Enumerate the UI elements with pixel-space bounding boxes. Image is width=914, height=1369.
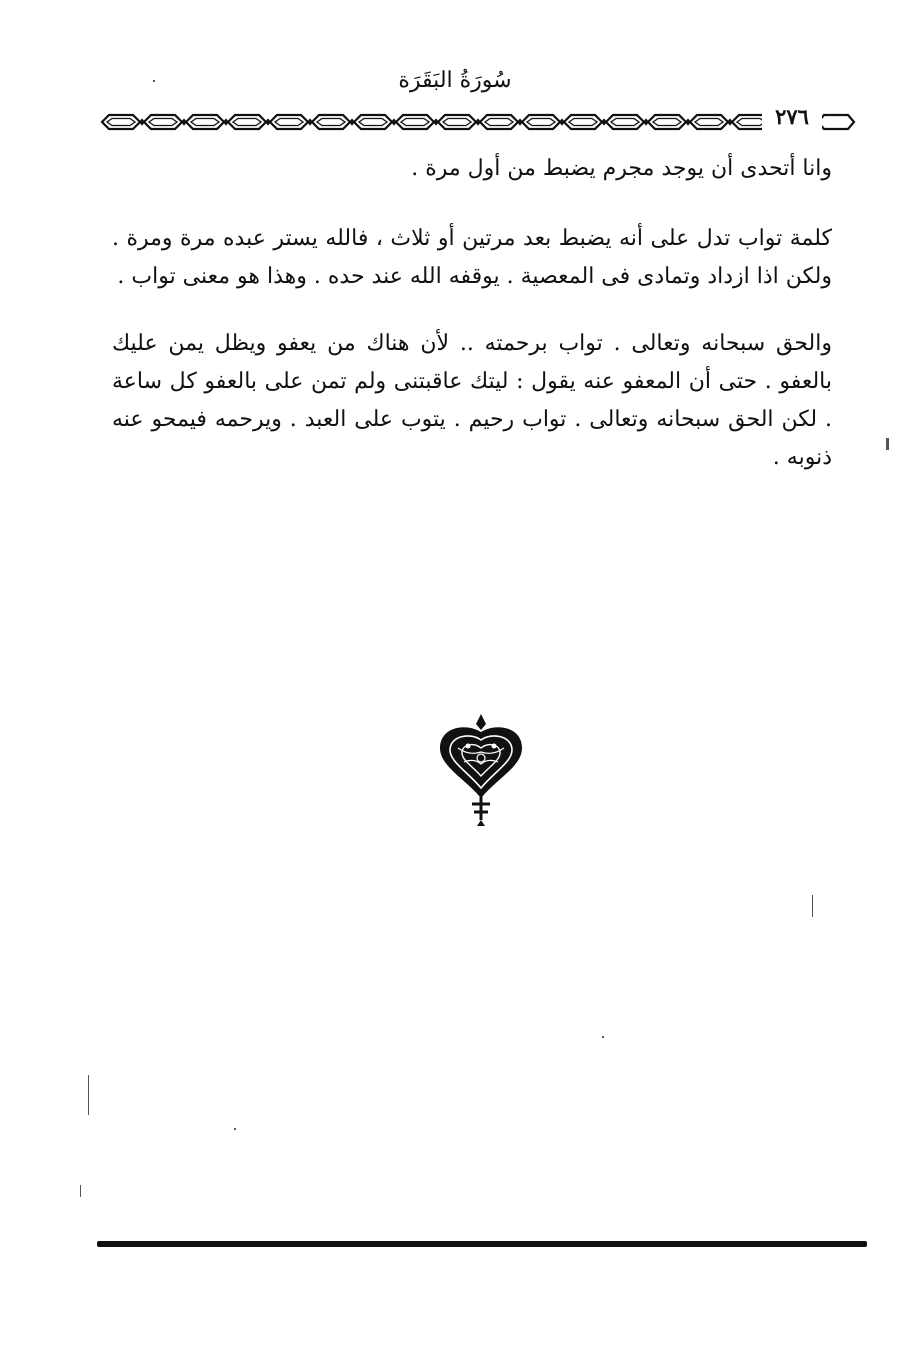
decorative-chain-border — [98, 100, 858, 140]
page-number: ٢٧٦ — [762, 103, 822, 131]
scan-speck — [812, 895, 813, 917]
paragraph-1: وانا أتحدى أن يوجد مجرم يضبط من أول مرة . — [411, 156, 832, 181]
footer-rule — [97, 1241, 867, 1247]
surah-title: سُورَةُ البَقَرَة — [398, 68, 512, 93]
scan-speck — [886, 438, 889, 450]
scan-speck — [80, 1185, 81, 1197]
scan-speck — [234, 1128, 236, 1130]
paragraph-3: والحق سبحانه وتعالى . تواب برحمته .. لأن هناك من يعفو ويظل يمن عليك بالعفو . حتى أن المعفو عنه يقول : ليتك عاقبتنى ولم تمن على بالعفو كل ساعة . لكن الحق سبحانه وتعالى . تواب رحيم . يتوب على العبد . ويرحمه فيمحو عنه ذنوبه . — [112, 331, 832, 470]
paragraph-2: كلمة تواب تدل على أنه يضبط بعد مرتين أو ثلاث ، فالله يستر عبده مرة ومرة . ولكن اذا ازداد وتمادى فى المعصية . يوقفه الله عند حده . وهذا هو معنى تواب . — [112, 226, 832, 289]
scan-speck — [88, 1075, 89, 1115]
scan-speck — [153, 80, 155, 82]
arabesque-ornament-icon — [434, 708, 528, 826]
scan-speck — [602, 1036, 604, 1038]
